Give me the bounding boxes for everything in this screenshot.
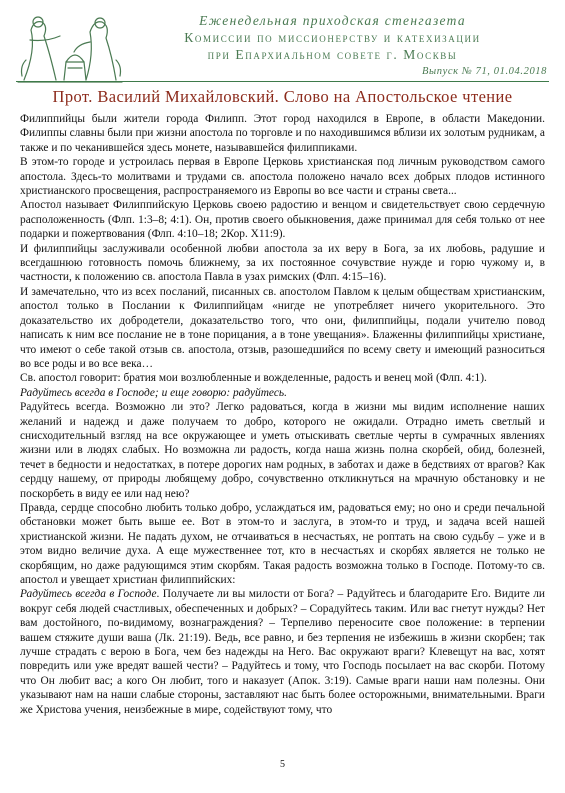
paragraph: Правда, сердце способно любить только добро, услаждаться им, радоваться ему; но оно и среди печальной обстановки может быть выше ее. Вот в этом-то и заслуга, в этом-то и труд, и задача всей нашей христианской жизни. Не падать духом, не отчаиваться в несчастьях, не роптать на свою судьбу – уже и в этом видно величие духа. А еще мужественнее тот, кто в несчастьях и скорбях является не только не скорбящим, но даже радующимся этим скорбям. Такая радость возможна только в Господе. Потому-то св. апостол и увещает христиан филиппийских: (20, 501, 545, 586)
paragraph: И замечательно, что из всех посланий, писанных св. апостолом Павлом к целым обществам христианским, апостол только в Послании к Филиппийцам «нигде не употребляет ничего укорительного. Это доказательство их добродетели, доказательство того, что они, филиппийцы, подали учителю повод написать к ним все послание не в тоне порицания, а в тоне увещания». Блаженны филиппийцы христиане, что имеют о себе такой отзыв св. апостола, отзыв, разошедшийся по всему свету и имеющий разноситься во все роды и во все века… (20, 285, 545, 370)
commission-name: Комиссии по миссионерству и катехизации (184, 30, 481, 45)
paragraph-text: . Получаете ли вы милости от Бога? – Радуйтесь и благодарите Его. Видите ли вокруг себя людей счастливых, обеспеченных и добрых? – Сорадуйтесь таким. Или вас гнетут нужды? Нет вам достойного, по-видимому, вознаграждения? – Терпеливо переносите свое положение: в терпении вашем стяжите души ваша (Лк. 21:19). Ведь, все равно, и без терпения не избежишь в жизни скорбен; так лучше страдать с верою в Бога, чем без надежды на Него. Вас окружают враги? Клевещут на вас, хотят повредить или уже вредят вашей чести? – Радуйтесь и тому, что Господь посылает на вас скорби. Потому что Он любит вас; а кого Он любит, того и наказует (Апок. 3:19). Самые враги наши нам полезны. Они указывают нам на наши слабые стороны, заставляют нас быть более осторожными, внимательными. Враги же Христова учения, неизбежные в мире, содействуют тому, что (20, 588, 545, 716)
newsletter-masthead (120, 12, 545, 63)
issue-number-date: Выпуск № 71, 01.04.2018 (422, 66, 547, 77)
paragraph: Св. апостол говорит: братия мои возлюбленные и вожделенные, радость и венец мой (Флп. 4:1). (20, 372, 487, 385)
church-fresco-logo-icon (16, 10, 126, 85)
article-body (20, 112, 545, 717)
diocese-council-line: при Епархиальном совете г. Москвы (207, 47, 458, 62)
article-title: Прот. Василий Михайловский. Слово на Апостольское чтение (52, 87, 513, 106)
header-divider (16, 81, 549, 82)
paragraph: Радуйтесь всегда. Возможно ли это? Легко радоваться, когда в жизни мы видим исполнение наших желаний и надежд и даже получаем то добро, которого не ожидали. Отрадно иметь светлый и снисходительный взгляд на все окружающее и уметь отыскивать светлые черты в сумрачных явлениях жизни или в людях слабых. Но возможна ли радость, когда наша жизнь полна скорбей, обид, болезней, течет в бедности и недостатках, в потере дорогих нам родных, в заботах и даже в бедствиях от врагов? Как сердцу нашему, от природы любящему добро, сочувственно откликнуться на мрачную обстановку и не поскорбеть в виду ее или над нею? (20, 401, 545, 500)
newsletter-subtitle: Еженедельная приходская стенгазета (199, 13, 466, 28)
italic-lead-phrase: Радуйтесь всегда в Господе (20, 588, 157, 601)
italic-quote: Радуйтесь всегда в Господе; и еще говорю: радуйтесь. (20, 386, 287, 399)
paragraph (20, 587, 545, 717)
paragraph: Филиппийцы были жители города Филипп. Этот город находился в Европе, в области Македонии. Филиппы славны были при жизни апостола по торговле и по находившимся вблизи их золотым рудникам, а также и по чеканившейся здесь монете, называвшейся филиппиками. (20, 113, 545, 154)
page-number: 5 (280, 759, 285, 770)
paragraph: И филиппийцы заслуживали особенной любви апостола за их веру в Бога, за их любовь, радушие и всегдашнюю готовность помочь ближнему, за их постоянное сочувствие нужде и горю чужому и, в частности, к положению св. апостола Павла в узах римских (Флп. 4:15–16). (20, 242, 545, 284)
paragraph: В этом-то городе и устроилась первая в Европе Церковь христианская под личным руководством самого апостола. Здесь-то молитвами и трудами св. апостола положено начало всех добрых плодов истинного христианского просвещения, распространяемого из Европы во все части и страны света... (20, 156, 545, 198)
newsletter-header (0, 0, 565, 90)
paragraph: Апостол называет Филиппийскую Церковь своею радостию и венцом и свидетельствует свою сердечную расположенность (Флп. 1:3–8; 4:1). Он, против своего обыкновения, даже принимал для себя только от нее подарки и пожертвования (Флп. 4:10–18; 2Кор. X11:9). (20, 199, 545, 241)
